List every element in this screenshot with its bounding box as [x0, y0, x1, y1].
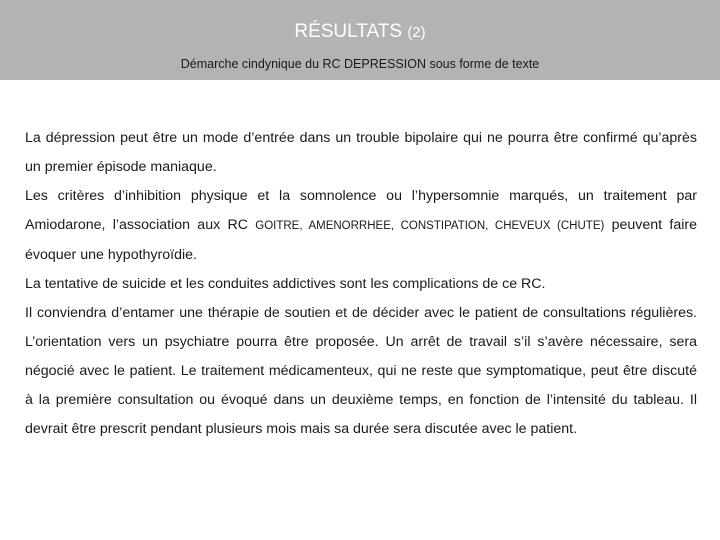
paragraph-2 [25, 182, 697, 270]
body-text [25, 124, 697, 444]
paragraph-2-conclusion: peuvent faire évoquer une hypothyroïdie. [25, 217, 698, 263]
header-banner [0, 0, 720, 80]
paragraph-1: La dépression peut être un mode d’entrée dans un trouble bipolaire qui ne pourra être confirmé qu’après un premier épisode maniaque. [25, 130, 697, 175]
page-subtitle: Démarche cindynique du RC DEPRESSION sous forme de texte [180, 57, 540, 71]
paragraph-2-intro: Les critères d’inhibition physique et la somnolence ou l’hypersomnie marqués, un traitement par Amiodarone, l’association aux RC [25, 188, 697, 233]
paragraph-3: La tentative de suicide et les conduites addictives sont les complications de ce RC. [25, 276, 546, 292]
page-title [0, 20, 720, 45]
title-suffix: (2) [407, 24, 426, 41]
paragraph-2-rc-list: GOITRE, AMENORRHEE, CONSTIPATION, CHEVEUX (CHUTE) [255, 220, 605, 232]
paragraph-4: Il conviendra d’entamer une thérapie de soutien et de décider avec le patient de consultations régulières. L’orientation vers un psychiatre pourra être proposée. Un arrêt de travail s’il s’avère nécessaire, sera négocié avec le patient. Le traitement médicamenteux, qui ne reste que symptomatique, peut être discuté à la première consultation ou évoqué dans un deuxième temps, en fonction de l’intensité du tableau. Il devrait être prescrit pendant plusieurs mois mais sa durée sera discutée avec le patient. [25, 305, 697, 437]
title-text: RÉSULTATS [294, 21, 403, 42]
